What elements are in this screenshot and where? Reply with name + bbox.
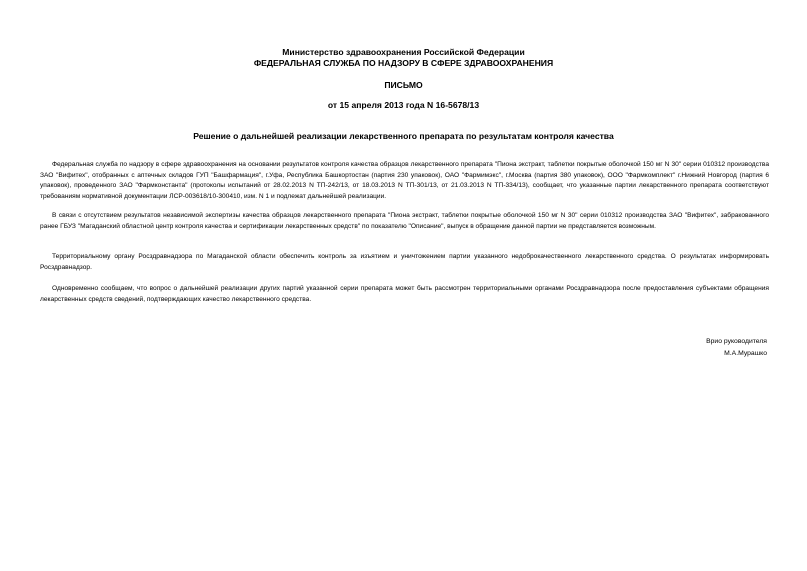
ministry-heading: Министерство здравоохранения Российской Федерации — [282, 47, 525, 57]
body-paragraph-4: Одновременно сообщаем, что вопрос о дальнейшей реализации других партий указанной серии препарата может быть рассмотрен территориальными органами Росздравнадзора после предоставления субъектами обращения лекарственных средств сведений, подтверждающих качество лекарственного средства. — [40, 285, 769, 303]
service-heading: ФЕДЕРАЛЬНАЯ СЛУЖБА ПО НАДЗОРУ В СФЕРЕ ЗДРАВООХРАНЕНИЯ — [253, 58, 554, 68]
body-paragraph-1: Федеральная служба по надзору в сфере здравоохранения на основании результатов контроля качества образцов лекарственного препарата "Пиона экстракт, таблетки покрытые оболочкой 150 мг N 30" серии 010312 производства ЗАО "Вифитех", отобранных с аптечных складов ГУП "Башфармация", г.Уфа, Республика Башкортостан (партия 230 упаковок), ОАО "Фармимэкс", г.Москва (партия 380 упаковок), ООО "Фармкомплект" г.Нижний Новгород (партия 6 упаковок), проведенного ЗАО "Фармконстанта" (протоколы испытаний от 28.02.2013 N ТП-242/13, от 18.03.2013 N ТП-301/13, от 21.03.2013 N ТП-334/13), сообщает, что указанные партии лекарственного препарата соответствуют требованиям нормативной документации ЛСР-003618/10-300410, изм. N 1 и подлежат дальнейшей реализации. — [40, 161, 769, 200]
body-paragraph-3: Территориальному органу Росздравнадзора по Магаданской области обеспечить контроль за изъятием и уничтожением партии указанного недоброкачественного лекарственного средства. О результатах информировать Росздравнадзор. — [40, 253, 769, 271]
signatory-name: М.А.Мурашко — [724, 350, 767, 357]
signatory-title: Врио руководителя — [706, 338, 767, 345]
document-date-number: от 15 апреля 2013 года N 16-5678/13 — [327, 100, 480, 110]
document-subject: Решение о дальнейшей реализации лекарственного препарата по результатам контроля качества — [193, 131, 614, 141]
document-type: ПИСЬМО — [384, 80, 423, 90]
body-paragraph-2: В связи с отсутствием результатов независимой экспертизы качества образцов лекарственного препарата "Пиона экстракт, таблетки покрытые оболочкой 150 мг N 30" серии 010312 производства ЗАО "Вифитех", забракованного ранее ГБУЗ "Магаданский областной центр контроля качества и сертификации лекарственных средств" по показателю "Описание", выпуск в обращение данной партии не представляется возможным. — [40, 212, 769, 230]
